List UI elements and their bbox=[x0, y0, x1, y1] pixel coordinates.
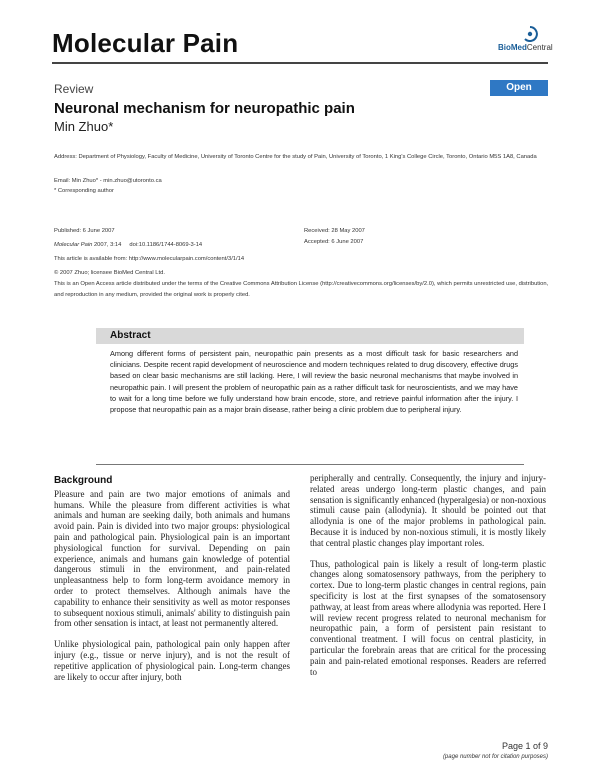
abstract-rule bbox=[96, 464, 524, 465]
author-address: Address: Department of Physiology, Faculty of Medicine, University of Toronto Centre for the study of Pain, University of Toronto, 1 King's College Circle, Toronto, Ontario M5S 1A8, Canada bbox=[54, 154, 537, 160]
copyright-line: © 2007 Zhuo; licensee BioMed Central Ltd. bbox=[54, 270, 165, 276]
left-column bbox=[54, 476, 290, 692]
logo-central-text: Central bbox=[526, 43, 553, 52]
abstract-header-bar bbox=[96, 328, 524, 344]
license-text: This is an Open Access article distributed under the terms of the Creative Commons Attribution License (http://creativecommons.org/licenses/by/2.0), which permits unrestricted use, distribution, and reproduction in any medium, provided the original work is properly cited. bbox=[54, 281, 549, 298]
corresponding-note: * Corresponding author bbox=[54, 188, 114, 194]
journal-title: Molecular Pain bbox=[52, 28, 239, 58]
body-paragraph: peripherally and centrally. Consequently, the injury and injury-related areas undergo long-term plastic changes, and pain sensation is significantly enhanced (hyperalgesia) or non-noxious stimuli cause pain (allodynia). It should be pointed out that allodynia is one of the major problems in pathological pain. Because it is induced by non-noxious stimuli, it is mostly likely that central plastic changes play important roles. bbox=[310, 473, 546, 548]
body-paragraph: Thus, pathological pain is likely a result of long-term plastic changes along somatosensory pathways, from the periphery to cortex. Due to long-term plastic changes in central regions, pain specificity is lost at the first synapses of the somatosensory pathway, at least from areas where allodynia was reported. Here I will review recent progress related to neuronal mechanism for neuropathic pain, a form of persistent pain resistant to conventional treatment. I will focus on central plasticity, in particular the forebrain areas that are critical for the processing pain and pain-related emotional responses. Readers are referred to bbox=[310, 558, 546, 677]
citation-line bbox=[54, 240, 202, 251]
author-email[interactable]: Email: Min Zhuo* - min.zhuo@utoronto.ca bbox=[54, 178, 162, 184]
abstract-section bbox=[96, 328, 524, 468]
body-paragraph: Unlike physiological pain, pathological pain only happen after injury (e.g., tissue or nerve injury), and is not the result of repetitive application of physiological pain. Long-term changes are likely to occur after injury, both bbox=[54, 639, 290, 682]
open-access-badge: Open Access bbox=[490, 80, 548, 96]
abstract-text: Among different forms of persistent pain, neuropathic pain presents as a most difficult task for basic researchers and clinicians. Despite recent rapid development of neuroscience and modern techniques related to drug discovery, effective drugs based on clear basic mechanisms are still lacking. Here, I will review the basic neuronal mechanisms that maybe involved in neuropathic pain. I will present the problem of neuropathic pain as a rather difficult task for neuroscientists, and we may have to wait for a long time before we fully understand how brain encode, store, and retrieve painful information after the injury. I propose that neuropathic pain as a major brain disease, rather being a clinic problem due to peripheral injury. bbox=[110, 349, 518, 415]
page-number: Page 1 of 9 bbox=[501, 741, 548, 751]
background-heading: Background bbox=[54, 475, 113, 486]
body-paragraph: Pleasure and pain are two major emotions of animals and humans. While the pleasure from different activities is what animals and human are seeking daily, both animals and humans avoid pain. Pain is divided into two major groups: physiological pain and pathological pain. Physiological pain is an important physiological function for survival. Depending on pain experience, animals and humans gain knowledge of potential dangerous stimuli in the environment, and pain-related unpleasantness help to form long-term avoidance memory in order to protect themselves. Although animals have the capability to enhance their sensitivity as well as motor responses to subsequent noxious stimuli, animals' ability to distinguish pain from other sensation is intact, at least not permanently altered. bbox=[54, 488, 290, 629]
accepted-date: Accepted: 6 June 2007 bbox=[304, 239, 364, 245]
right-column bbox=[310, 473, 546, 687]
citation-details: 2007, 3:14 doi:10.1186/1744-8069-3-14 bbox=[92, 242, 203, 248]
article-type: Review bbox=[54, 82, 94, 96]
received-date: Received: 28 May 2007 bbox=[304, 228, 365, 234]
header-rule bbox=[52, 62, 548, 64]
biomed-logo-icon bbox=[522, 26, 538, 42]
published-date: Published: 6 June 2007 bbox=[54, 228, 115, 234]
article-title: Neuronal mechanism for neuropathic pain bbox=[54, 100, 355, 117]
logo-bio-text: BioMed bbox=[498, 43, 527, 52]
article-url[interactable]: This article is available from: http://www.molecularpain.com/content/3/1/14 bbox=[54, 256, 245, 262]
citation-journal: Molecular Pain bbox=[54, 242, 93, 248]
page-note: (page number not for citation purposes) bbox=[442, 754, 548, 760]
author-name: Min Zhuo* bbox=[54, 119, 114, 134]
abstract-heading: Abstract bbox=[110, 330, 151, 341]
biomed-central-logo bbox=[498, 26, 558, 56]
